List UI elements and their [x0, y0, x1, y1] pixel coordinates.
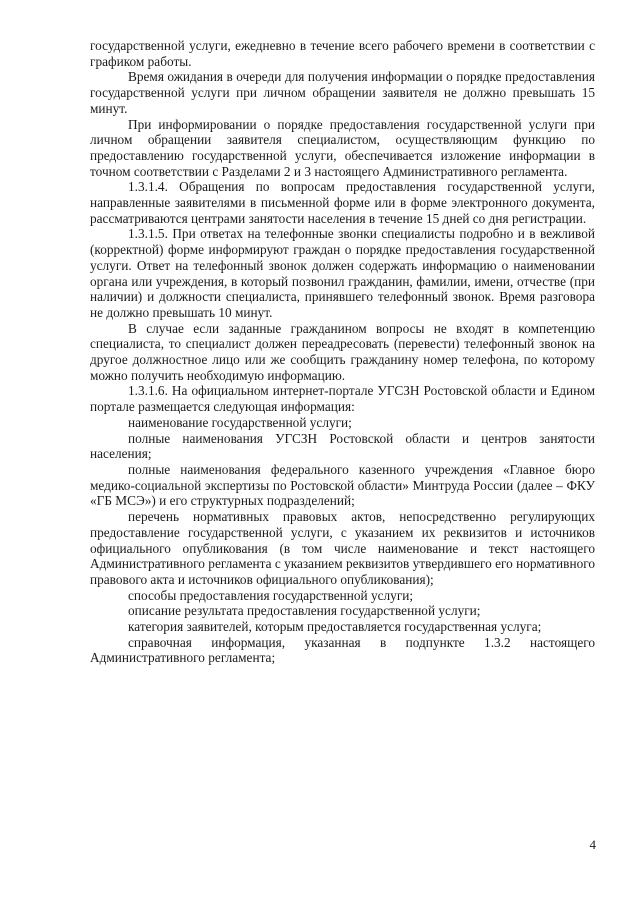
paragraph-1-3-1-5: 1.3.1.5. При ответах на телефонные звонки специалисты подробно и в вежливой (корректной) форме информируют граждан о порядке предоставления государственной услуги. Ответ на телефонный звонок должен содержать информацию о наименовании органа или учреждения, в который позвонил гражданин, фамилии, имени, отчестве (при наличии) и должности специалиста, принявшего телефонный звонок. Время разговора не должно превышать 10 минут.: [90, 226, 595, 320]
list-item-applicant-category: категория заявителей, которым предоставляется государственная услуга;: [128, 619, 542, 635]
paragraph-personal-informing: При информировании о порядке предоставления государственной услуги при личном обращении заявителя специалистом, осуществляющим функцию по предоставлению государственной услуги, обеспечивается изложение информации в точном соответствии с Разделами 2 и 3 настоящего Административного регламента.: [90, 116, 595, 179]
paragraph-call-redirect: В случае если заданные гражданином вопросы не входят в компетенцию специалиста, то специалист должен переадресовать (перевести) телефонный звонок на другое должностное лицо или же сообщить гражданину номер телефона, по которому можно получить необходимую информацию.: [90, 320, 595, 383]
list-item-service-name: наименование государственной услуги;: [128, 414, 352, 430]
list-item-federal-institution: полные наименования федерального казенного учреждения «Главное бюро медико-социальной экспертизы по Ростовской области» Минтруда России (далее – ФКУ «ГБ МСЭ») и его структурных подразделений;: [90, 461, 595, 509]
page-number: 4: [589, 837, 596, 852]
list-item-provision-methods: способы предоставления государственной услуги;: [128, 587, 414, 603]
paragraph-1-3-1-4: 1.3.1.4. Обращения по вопросам предоставления государственной услуги, направленные заявителями в письменной форме или в форме электронного документа, рассматриваются центрами занятости населения в течение 15 дней со дня регистрации.: [90, 179, 595, 226]
paragraph-working-hours-continuation: государственной услуги, ежедневно в течение всего рабочего времени в соответствии с графиком работы.: [90, 38, 595, 69]
list-item-legal-acts: перечень нормативных правовых актов, непосредственно регулирующих предоставление государственной услуги, с указанием их реквизитов и источников официального опубликования (в том числе наименование и текст настоящего Административного регламента с указанием реквизитов утвердившего его нормативного правового акта и источников официального опубликования);: [90, 509, 595, 587]
list-item-result-description: описание результата предоставления государственной услуги;: [128, 603, 481, 619]
list-item-agency-names: полные наименования УГСЗН Ростовской области и центров занятости населения;: [90, 430, 595, 462]
paragraph-queue-wait-time: Время ожидания в очереди для получения информации о порядке предоставления государственной услуги при личном обращении заявителя не должно превышать 15 минут.: [90, 69, 595, 116]
paragraph-1-3-1-6: 1.3.1.6. На официальном интернет-портале УГСЗН Ростовской области и Едином портале размещается следующая информация:: [90, 383, 595, 415]
list-item-reference-info: справочная информация, указанная в подпункте 1.3.2 настоящего Административного регламента;: [90, 634, 595, 666]
document-body: [90, 38, 595, 666]
